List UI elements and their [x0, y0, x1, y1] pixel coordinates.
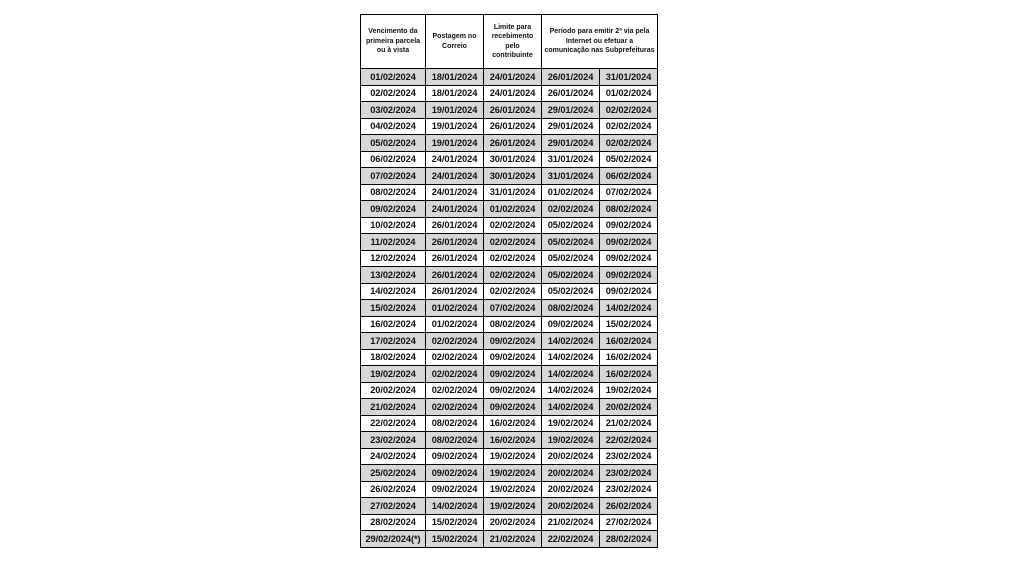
limite-cell: 02/02/2024 [484, 267, 542, 284]
periodo-inicio-cell: 31/01/2024 [542, 151, 600, 168]
table-row [361, 333, 658, 350]
periodo-fim-cell: 23/02/2024 [600, 481, 658, 498]
vencimento-cell: 21/02/2024 [361, 399, 426, 416]
periodo-fim-cell: 28/02/2024 [600, 531, 658, 548]
periodo-inicio-cell: 14/02/2024 [542, 399, 600, 416]
vencimento-cell: 16/02/2024 [361, 316, 426, 333]
table-row [361, 201, 658, 218]
table-row [361, 151, 658, 168]
periodo-fim-cell: 26/02/2024 [600, 498, 658, 515]
periodo-fim-cell: 16/02/2024 [600, 366, 658, 383]
periodo-inicio-cell: 09/02/2024 [542, 316, 600, 333]
limite-cell: 30/01/2024 [484, 151, 542, 168]
limite-cell: 01/02/2024 [484, 201, 542, 218]
limite-cell: 02/02/2024 [484, 283, 542, 300]
vencimento-cell: 06/02/2024 [361, 151, 426, 168]
periodo-inicio-cell: 22/02/2024 [542, 531, 600, 548]
periodo-fim-cell: 09/02/2024 [600, 283, 658, 300]
schedule-table [360, 14, 658, 548]
table-row [361, 69, 658, 86]
table-row [361, 465, 658, 482]
postagem-cell: 08/02/2024 [426, 415, 484, 432]
periodo-fim-cell: 15/02/2024 [600, 316, 658, 333]
periodo-fim-cell: 22/02/2024 [600, 432, 658, 449]
vencimento-cell: 13/02/2024 [361, 267, 426, 284]
periodo-inicio-cell: 14/02/2024 [542, 366, 600, 383]
limite-cell: 26/01/2024 [484, 102, 542, 119]
vencimento-cell: 29/02/2024(*) [361, 531, 426, 548]
table-row [361, 432, 658, 449]
vencimento-cell: 28/02/2024 [361, 514, 426, 531]
postagem-cell: 19/01/2024 [426, 135, 484, 152]
document-page [360, 14, 658, 548]
vencimento-cell: 07/02/2024 [361, 168, 426, 185]
limite-cell: 09/02/2024 [484, 382, 542, 399]
vencimento-cell: 12/02/2024 [361, 250, 426, 267]
vencimento-cell: 27/02/2024 [361, 498, 426, 515]
postagem-cell: 26/01/2024 [426, 267, 484, 284]
table-body [361, 69, 658, 548]
periodo-inicio-cell: 31/01/2024 [542, 168, 600, 185]
limite-cell: 20/02/2024 [484, 514, 542, 531]
vencimento-cell: 25/02/2024 [361, 465, 426, 482]
postagem-cell: 15/02/2024 [426, 514, 484, 531]
header-periodo [542, 15, 658, 69]
periodo-inicio-cell: 20/02/2024 [542, 465, 600, 482]
postagem-cell: 26/01/2024 [426, 217, 484, 234]
table-row [361, 250, 658, 267]
vencimento-cell: 01/02/2024 [361, 69, 426, 86]
postagem-cell: 24/01/2024 [426, 151, 484, 168]
limite-cell: 02/02/2024 [484, 217, 542, 234]
vencimento-cell: 10/02/2024 [361, 217, 426, 234]
periodo-inicio-cell: 05/02/2024 [542, 250, 600, 267]
postagem-cell: 18/01/2024 [426, 85, 484, 102]
periodo-fim-cell: 16/02/2024 [600, 349, 658, 366]
periodo-fim-cell: 02/02/2024 [600, 102, 658, 119]
limite-cell: 09/02/2024 [484, 333, 542, 350]
limite-cell: 02/02/2024 [484, 234, 542, 251]
periodo-fim-cell: 01/02/2024 [600, 85, 658, 102]
limite-cell: 02/02/2024 [484, 250, 542, 267]
vencimento-cell: 03/02/2024 [361, 102, 426, 119]
limite-cell: 26/01/2024 [484, 118, 542, 135]
periodo-inicio-cell: 29/01/2024 [542, 135, 600, 152]
periodo-inicio-cell: 08/02/2024 [542, 300, 600, 317]
periodo-inicio-cell: 05/02/2024 [542, 217, 600, 234]
table-row [361, 481, 658, 498]
table-row [361, 267, 658, 284]
periodo-fim-cell: 08/02/2024 [600, 201, 658, 218]
limite-cell: 09/02/2024 [484, 349, 542, 366]
postagem-cell: 26/01/2024 [426, 250, 484, 267]
postagem-cell: 02/02/2024 [426, 399, 484, 416]
postagem-cell: 24/01/2024 [426, 168, 484, 185]
limite-cell: 09/02/2024 [484, 399, 542, 416]
periodo-inicio-cell: 02/02/2024 [542, 201, 600, 218]
table-row [361, 184, 658, 201]
periodo-fim-cell: 23/02/2024 [600, 448, 658, 465]
periodo-fim-cell: 02/02/2024 [600, 135, 658, 152]
vencimento-cell: 05/02/2024 [361, 135, 426, 152]
periodo-inicio-cell: 20/02/2024 [542, 498, 600, 515]
postagem-cell: 15/02/2024 [426, 531, 484, 548]
periodo-fim-cell: 05/02/2024 [600, 151, 658, 168]
table-row [361, 514, 658, 531]
table-row [361, 118, 658, 135]
postagem-cell: 08/02/2024 [426, 432, 484, 449]
postagem-cell: 18/01/2024 [426, 69, 484, 86]
vencimento-cell: 24/02/2024 [361, 448, 426, 465]
periodo-inicio-cell: 26/01/2024 [542, 85, 600, 102]
table-row [361, 366, 658, 383]
vencimento-cell: 17/02/2024 [361, 333, 426, 350]
table-row [361, 283, 658, 300]
postagem-cell: 01/02/2024 [426, 300, 484, 317]
periodo-fim-cell: 07/02/2024 [600, 184, 658, 201]
header-postagem-label: Postagem no Correio [432, 33, 477, 50]
postagem-cell: 02/02/2024 [426, 382, 484, 399]
periodo-fim-cell: 31/01/2024 [600, 69, 658, 86]
table-row [361, 349, 658, 366]
periodo-fim-cell: 14/02/2024 [600, 300, 658, 317]
limite-cell: 19/02/2024 [484, 465, 542, 482]
header-vencimento [361, 15, 426, 69]
limite-cell: 09/02/2024 [484, 366, 542, 383]
periodo-inicio-cell: 20/02/2024 [542, 448, 600, 465]
postagem-cell: 24/01/2024 [426, 184, 484, 201]
vencimento-cell: 04/02/2024 [361, 118, 426, 135]
table-row [361, 448, 658, 465]
vencimento-cell: 19/02/2024 [361, 366, 426, 383]
limite-cell: 07/02/2024 [484, 300, 542, 317]
limite-cell: 21/02/2024 [484, 531, 542, 548]
periodo-fim-cell: 21/02/2024 [600, 415, 658, 432]
periodo-inicio-cell: 20/02/2024 [542, 481, 600, 498]
limite-cell: 30/01/2024 [484, 168, 542, 185]
table-row [361, 399, 658, 416]
limite-cell: 31/01/2024 [484, 184, 542, 201]
periodo-inicio-cell: 19/02/2024 [542, 432, 600, 449]
header-vencimento-label: Vencimento da primeira parcela ou à vista [365, 28, 421, 55]
header-limite [484, 15, 542, 69]
postagem-cell: 26/01/2024 [426, 234, 484, 251]
vencimento-cell: 11/02/2024 [361, 234, 426, 251]
periodo-inicio-cell: 05/02/2024 [542, 283, 600, 300]
periodo-inicio-cell: 19/02/2024 [542, 415, 600, 432]
vencimento-cell: 22/02/2024 [361, 415, 426, 432]
limite-cell: 19/02/2024 [484, 498, 542, 515]
vencimento-cell: 23/02/2024 [361, 432, 426, 449]
limite-cell: 24/01/2024 [484, 69, 542, 86]
header-limite-label: Limite para recebimento pelo contribuinte [491, 23, 534, 59]
table-row [361, 217, 658, 234]
postagem-cell: 02/02/2024 [426, 349, 484, 366]
vencimento-cell: 26/02/2024 [361, 481, 426, 498]
postagem-cell: 26/01/2024 [426, 283, 484, 300]
limite-cell: 19/02/2024 [484, 448, 542, 465]
periodo-fim-cell: 23/02/2024 [600, 465, 658, 482]
vencimento-cell: 08/02/2024 [361, 184, 426, 201]
limite-cell: 26/01/2024 [484, 135, 542, 152]
postagem-cell: 19/01/2024 [426, 118, 484, 135]
postagem-cell: 09/02/2024 [426, 481, 484, 498]
header-periodo-label: Período para emitir 2ª via pela Internet ou efetuar a comunicação nas Subprefeituras [544, 28, 655, 55]
periodo-inicio-cell: 21/02/2024 [542, 514, 600, 531]
periodo-fim-cell: 09/02/2024 [600, 250, 658, 267]
postagem-cell: 02/02/2024 [426, 333, 484, 350]
table-row [361, 168, 658, 185]
periodo-inicio-cell: 05/02/2024 [542, 267, 600, 284]
table-row [361, 382, 658, 399]
periodo-inicio-cell: 29/01/2024 [542, 118, 600, 135]
table-row [361, 85, 658, 102]
periodo-fim-cell: 27/02/2024 [600, 514, 658, 531]
periodo-fim-cell: 06/02/2024 [600, 168, 658, 185]
vencimento-cell: 09/02/2024 [361, 201, 426, 218]
periodo-inicio-cell: 01/02/2024 [542, 184, 600, 201]
postagem-cell: 09/02/2024 [426, 465, 484, 482]
periodo-inicio-cell: 14/02/2024 [542, 382, 600, 399]
vencimento-cell: 02/02/2024 [361, 85, 426, 102]
postagem-cell: 24/01/2024 [426, 201, 484, 218]
table-row [361, 135, 658, 152]
vencimento-cell: 15/02/2024 [361, 300, 426, 317]
periodo-fim-cell: 09/02/2024 [600, 217, 658, 234]
periodo-inicio-cell: 14/02/2024 [542, 349, 600, 366]
table-row [361, 415, 658, 432]
periodo-fim-cell: 09/02/2024 [600, 267, 658, 284]
table-row [361, 498, 658, 515]
table-row [361, 102, 658, 119]
limite-cell: 24/01/2024 [484, 85, 542, 102]
vencimento-cell: 18/02/2024 [361, 349, 426, 366]
postagem-cell: 09/02/2024 [426, 448, 484, 465]
periodo-fim-cell: 20/02/2024 [600, 399, 658, 416]
table-row [361, 234, 658, 251]
periodo-fim-cell: 16/02/2024 [600, 333, 658, 350]
table-row [361, 300, 658, 317]
postagem-cell: 02/02/2024 [426, 366, 484, 383]
header-postagem [426, 15, 484, 69]
periodo-inicio-cell: 29/01/2024 [542, 102, 600, 119]
postagem-cell: 01/02/2024 [426, 316, 484, 333]
limite-cell: 16/02/2024 [484, 432, 542, 449]
postagem-cell: 19/01/2024 [426, 102, 484, 119]
postagem-cell: 14/02/2024 [426, 498, 484, 515]
periodo-inicio-cell: 26/01/2024 [542, 69, 600, 86]
periodo-inicio-cell: 05/02/2024 [542, 234, 600, 251]
vencimento-cell: 14/02/2024 [361, 283, 426, 300]
table-row [361, 531, 658, 548]
periodo-fim-cell: 09/02/2024 [600, 234, 658, 251]
table-row [361, 316, 658, 333]
periodo-fim-cell: 02/02/2024 [600, 118, 658, 135]
vencimento-cell: 20/02/2024 [361, 382, 426, 399]
limite-cell: 16/02/2024 [484, 415, 542, 432]
periodo-inicio-cell: 14/02/2024 [542, 333, 600, 350]
table-header-row [361, 15, 658, 69]
limite-cell: 08/02/2024 [484, 316, 542, 333]
periodo-fim-cell: 19/02/2024 [600, 382, 658, 399]
limite-cell: 19/02/2024 [484, 481, 542, 498]
